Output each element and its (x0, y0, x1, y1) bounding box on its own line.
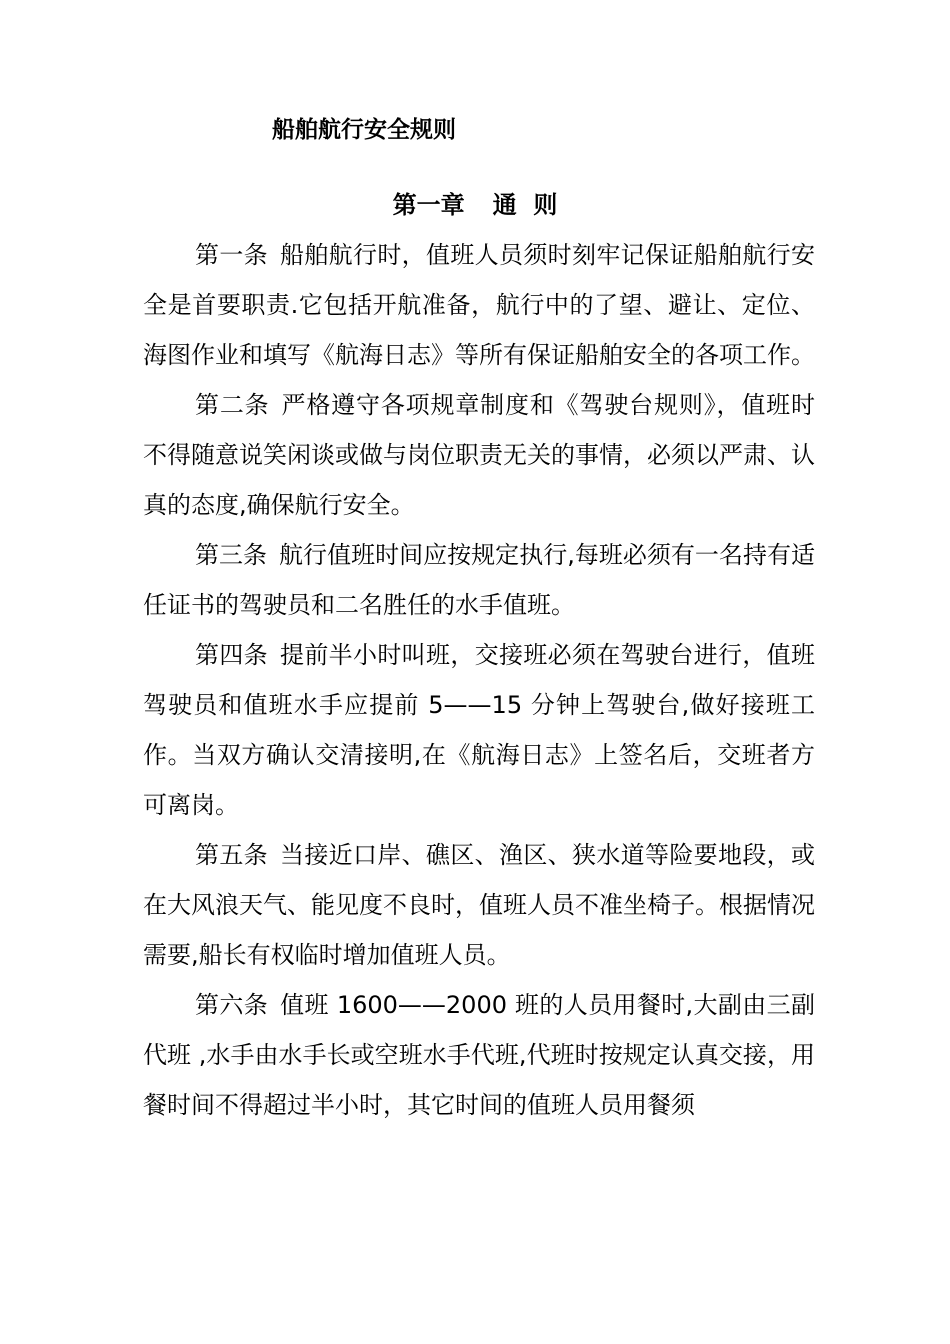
article-label: 第三条 (195, 541, 268, 569)
article-5 (143, 830, 815, 980)
article-label: 第五条 (195, 841, 268, 869)
article-3 (143, 530, 815, 630)
chapter-heading (0, 186, 950, 224)
article-4 (143, 630, 815, 830)
chapter-label: 第一章 (392, 191, 465, 219)
article-6 (143, 980, 815, 1130)
article-text: 航行值班时间应按规定执行,每班必须有一名持有适任证书的驾驶员和二名胜任的水手值班。 (143, 541, 815, 619)
article-label: 第六条 (195, 991, 269, 1019)
article-label: 第二条 (195, 391, 270, 419)
document-title: 船舶航行安全规则 (272, 117, 456, 143)
article-text: 提前半小时叫班，交接班必须在驾驶台进行，值班驾驶员和值班水手应提前 5——15 分钟上驾驶台,做好接班工作。当双方确认交清接明,在《航海日志》上签名后，交班者方可离岗。 (143, 641, 815, 819)
article-label: 第一条 (195, 241, 268, 269)
chapter-name: 通 则 (492, 191, 558, 219)
article-text: 当接近口岸、礁区、渔区、狭水道等险要地段，或在大风浪天气、能见度不良时，值班人员不准坐椅子。根据情况需要,船长有权临时增加值班人员。 (143, 841, 815, 969)
article-text: 船舶航行时，值班人员须时刻牢记保证船舶航行安全是首要职责.它包括开航准备，航行中的了望、避让、定位、海图作业和填写《航海日志》等所有保证船舶安全的各项工作。 (143, 241, 815, 369)
article-1 (143, 230, 815, 380)
article-text: 严格遵守各项规章制度和《驾驶台规则》，值班时不得随意说笑闲谈或做与岗位职责无关的事情，必须以严肃、认真的态度,确保航行安全。 (143, 391, 815, 519)
article-label: 第四条 (195, 641, 268, 669)
article-2 (143, 380, 815, 530)
article-text: 值班 1600——2000 班的人员用餐时,大副由三副代班 ,水手由水手长或空班水手代班,代班时按规定认真交接，用餐时间不得超过半小时，其它时间的值班人员用餐须 (143, 991, 816, 1119)
article-list (143, 230, 815, 1130)
